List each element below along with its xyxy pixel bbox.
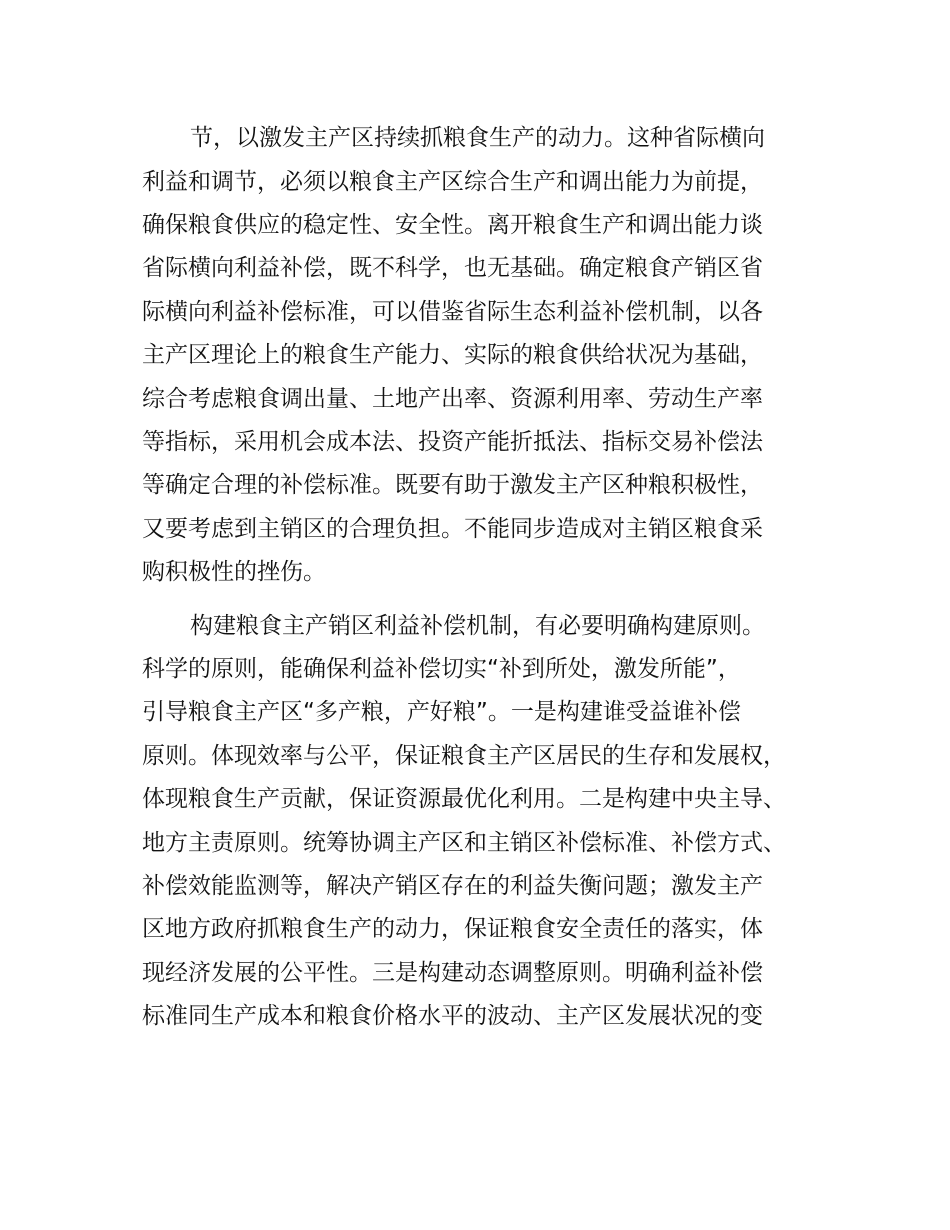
paragraph-2-line-1: 构建粮食主产销区利益补偿机制，有必要明确构建原则。 — [190, 613, 765, 639]
paragraph-1-line-4: 省际横向利益补偿，既不科学，也无基础。确定粮食产销区省 — [142, 255, 763, 281]
paragraph-1-line-11: 购积极性的挫伤。 — [142, 559, 326, 585]
paragraph-1-line-2: 利益和调节，必须以粮食主产区综合生产和调出能力为前提， — [142, 169, 763, 195]
paragraph-2-line-2: 科学的原则，能确保利益补偿切实“补到所处，激发所能”， — [142, 656, 741, 682]
paragraph-2-line-10: 标准同生产成本和粮食价格水平的波动、主产区发展状况的变 — [142, 1003, 763, 1029]
paragraph-1-line-1: 节，以激发主产区持续抓粮食生产的动力。这种省际横向 — [190, 125, 765, 151]
paragraph-2-line-5: 体现粮食生产贡献，保证资源最优化利用。二是构建中央主导、 — [142, 786, 786, 812]
paragraph-1-line-8: 等指标，采用机会成本法、投资产能折抵法、指标交易补偿法 — [142, 429, 763, 455]
paragraph-2-line-4: 原则。体现效率与公平，保证粮食主产区居民的生存和发展权， — [142, 743, 786, 769]
paragraph-2-line-7: 补偿效能监测等，解决产销区存在的利益失衡问题；激发主产 — [142, 873, 763, 899]
paragraph-2-line-6: 地方主责原则。统筹协调主产区和主销区补偿标准、补偿方式、 — [142, 830, 786, 856]
paragraph-2-line-3: 引导粮食主产区“多产粮，产好粮”。一是构建谁受益谁补偿 — [142, 699, 741, 725]
paragraph-1-line-7: 综合考虑粮食调出量、土地产出率、资源利用率、劳动生产率 — [142, 386, 763, 412]
paragraph-1-line-6: 主产区理论上的粮食生产能力、实际的粮食供给状况为基础， — [142, 342, 763, 368]
paragraph-2-line-9: 现经济发展的公平性。三是构建动态调整原则。明确利益补偿 — [142, 960, 763, 986]
paragraph-1-line-3: 确保粮食供应的稳定性、安全性。离开粮食生产和调出能力谈 — [142, 212, 763, 238]
paragraph-1-line-9: 等确定合理的补偿标准。既要有助于激发主产区种粮积极性， — [142, 472, 763, 498]
paragraph-2-line-8: 区地方政府抓粮食生产的动力，保证粮食安全责任的落实，体 — [142, 916, 763, 942]
paragraph-1-line-10: 又要考虑到主销区的合理负担。不能同步造成对主销区粮食采 — [142, 516, 763, 542]
paragraph-1-line-5: 际横向利益补偿标准，可以借鉴省际生态利益补偿机制，以各 — [142, 299, 763, 325]
